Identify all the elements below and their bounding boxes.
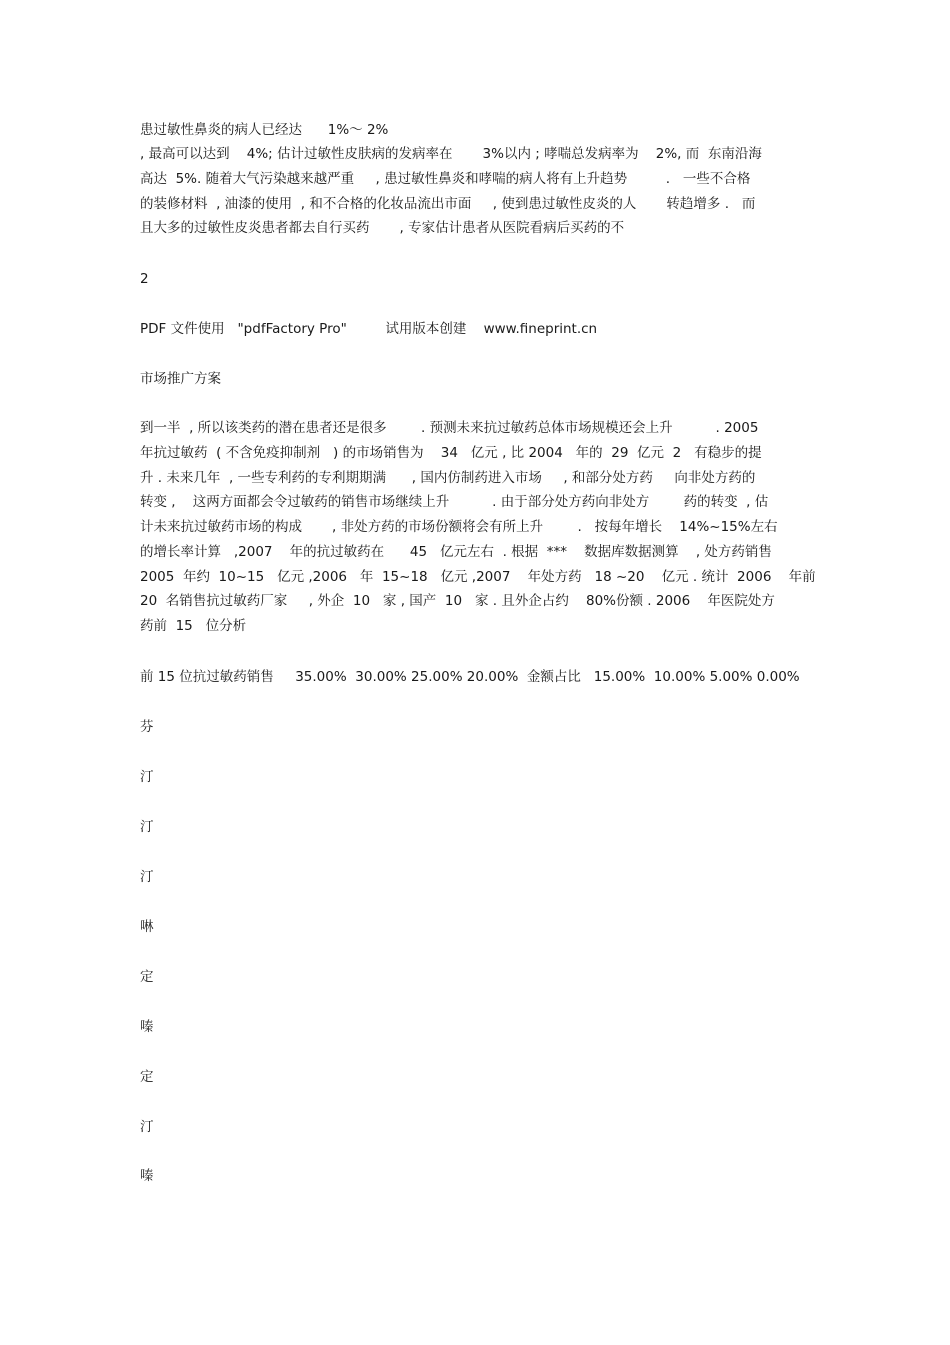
section-header: 市场推广方案 bbox=[140, 371, 221, 387]
pdf-footer-note: PDF 文件使用 "pdfFactory Pro" 试用版本创建 www.fineprint.cn bbox=[140, 321, 598, 337]
paragraph-1-line-1: 患过敏性鼻炎的病人已经达 1%～ 2% bbox=[140, 122, 389, 138]
paragraph-2-line-5: 计未来抗过敏药市场的构成 , 非处方药的市场份额将会有所上升 . 按每年增长 14%~15%左右 bbox=[140, 519, 778, 535]
drug-name-char: 定 bbox=[140, 969, 154, 985]
drug-name-char: 芬 bbox=[140, 719, 154, 735]
drug-name-char: 嗪 bbox=[140, 1019, 154, 1035]
chart-caption-line: 前 15 位抗过敏药销售 35.00% 30.00% 25.00% 20.00% 金额占比 15.00% 10.00% 5.00% 0.00% bbox=[140, 669, 800, 685]
paragraph-1-line-2: , 最高可以达到 4%; 估计过敏性皮肤病的发病率在 3%以内 ; 哮喘总发病率为 2%, 而 东南沿海 bbox=[140, 146, 762, 162]
paragraph-2-line-2: 年抗过敏药 ( 不含免疫抑制剂 ) 的市场销售为 34 亿元 , 比 2004 年的 29 亿元 2 有稳步的提 bbox=[140, 445, 762, 461]
paragraph-1-line-4: 的装修材料 , 油漆的使用 , 和不合格的化妆品流出市面 , 使到患过敏性皮炎的人 转趋增多 . 而 bbox=[140, 196, 756, 212]
paragraph-1-line-3: 高达 5%. 随着大气污染越来越严重 , 患过敏性鼻炎和哮喘的病人将有上升趋势 . 一些不合格 bbox=[140, 171, 751, 187]
paragraph-2-line-6: 的增长率计算 ,2007 年的抗过敏药在 45 亿元左右 . 根据 *** 数据库数据测算 , 处方药销售 bbox=[140, 544, 772, 560]
drug-name-char: 嗪 bbox=[140, 1168, 154, 1184]
drug-name-char: 汀 bbox=[140, 819, 154, 835]
page-number: 2 bbox=[140, 271, 149, 287]
drug-name-char: 定 bbox=[140, 1069, 154, 1085]
paragraph-2-line-7: 2005 年约 10~15 亿元 ,2006 年 15~18 亿元 ,2007 年处方药 18 ~20 亿元 . 统计 2006 年前 bbox=[140, 569, 816, 585]
drug-name-char: 汀 bbox=[140, 1119, 154, 1135]
paragraph-2-line-4: 转变 , 这两方面都会令过敏药的销售市场继续上升 . 由于部分处方药向非处方 药的转变 , 估 bbox=[140, 494, 769, 510]
drug-name-char: 啉 bbox=[140, 919, 154, 935]
drug-name-char: 汀 bbox=[140, 869, 154, 885]
paragraph-2-line-9: 药前 15 位分析 bbox=[140, 618, 247, 634]
drug-name-char: 汀 bbox=[140, 769, 154, 785]
paragraph-2-line-1: 到一半 , 所以该类药的潜在患者还是很多 . 预测未来抗过敏药总体市场规模还会上升 . 2005 bbox=[140, 420, 759, 436]
paragraph-2-line-8: 20 名销售抗过敏药厂家 , 外企 10 家 , 国产 10 家 . 且外企占约 80%份额 . 2006 年医院处方 bbox=[140, 593, 775, 609]
paragraph-2-line-3: 升 . 未来几年 , 一些专利药的专利期期满 , 国内仿制药进入市场 , 和部分处方药 向非处方药的 bbox=[140, 470, 756, 486]
paragraph-1-line-5: 且大多的过敏性皮炎患者都去自行买药 , 专家估计患者从医院看病后买药的不 bbox=[140, 220, 625, 236]
